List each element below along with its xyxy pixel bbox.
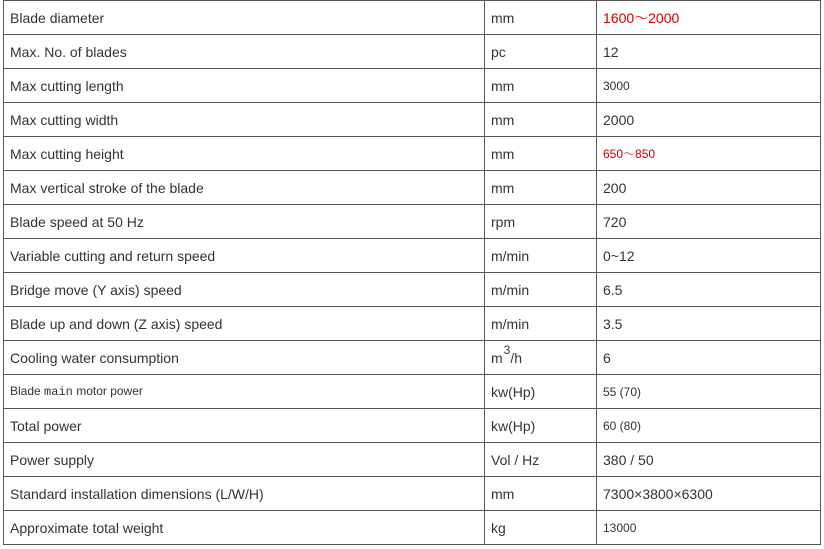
value-cell: 6 [597,341,821,375]
value-cell: 200 [597,171,821,205]
value-cell: 55 (70) [597,375,821,409]
value-cell: 0~12 [597,239,821,273]
parameter-cell [4,375,485,409]
table-row [4,273,821,307]
value-cell: 3000 [597,69,821,103]
parameter-cell: Max. No. of blades [4,35,485,69]
table-row [4,171,821,205]
unit-cell: Vol / Hz [485,443,597,477]
table-row [4,307,821,341]
value-cell: 13000 [597,511,821,545]
value-cell: 7300×3800×6300 [597,477,821,511]
unit-cell: mm [485,69,597,103]
parameter-cell: Blade diameter [4,1,485,35]
parameter-part: motor power [76,384,143,398]
unit-base: m [491,349,503,366]
parameter-cell: Power supply [4,443,485,477]
parameter-cell: Blade speed at 50 Hz [4,205,485,239]
value-cell: 3.5 [597,307,821,341]
value-cell: 6.5 [597,273,821,307]
table-row [4,103,821,137]
unit-superscript: 3 [503,342,511,357]
parameter-part: Blade [10,384,41,398]
value-cell: 720 [597,205,821,239]
unit-cell: m/min [485,307,597,341]
parameter-cell: Bridge move (Y axis) speed [4,273,485,307]
unit-cell: mm [485,477,597,511]
parameter-part: main [44,385,73,399]
table-row [4,239,821,273]
unit-cell: kw(Hp) [485,409,597,443]
table-row [4,137,821,171]
table-row [4,511,821,545]
unit-cell: kg [485,511,597,545]
value-cell: 12 [597,35,821,69]
unit-cell: kw(Hp) [485,375,597,409]
table-row [4,375,821,409]
unit-cell [485,341,597,375]
specifications-table [3,0,821,545]
value-cell: 650～850 [597,137,821,171]
value-cell: 1600～2000 [597,1,821,35]
unit-cell: pc [485,35,597,69]
table-row [4,341,821,375]
unit-cell: m/min [485,239,597,273]
unit-cell: mm [485,103,597,137]
unit-cell: mm [485,171,597,205]
unit-cell: mm [485,1,597,35]
table-row [4,35,821,69]
value-cell: 2000 [597,103,821,137]
value-cell: 380 / 50 [597,443,821,477]
parameter-cell: Approximate total weight [4,511,485,545]
table-row [4,477,821,511]
table-row [4,409,821,443]
table-row [4,69,821,103]
parameter-cell: Max cutting width [4,103,485,137]
parameter-cell: Total power [4,409,485,443]
table-row [4,205,821,239]
unit-cell: mm [485,137,597,171]
unit-cell: m/min [485,273,597,307]
parameter-cell: Cooling water consumption [4,341,485,375]
table-row [4,443,821,477]
parameter-cell: Standard installation dimensions (L/W/H) [4,477,485,511]
parameter-cell: Max cutting height [4,137,485,171]
unit-tail: /h [510,349,523,366]
table-row [4,1,821,35]
value-cell: 60 (80) [597,409,821,443]
parameter-cell: Max cutting length [4,69,485,103]
unit-cell: rpm [485,205,597,239]
parameter-cell: Variable cutting and return speed [4,239,485,273]
parameter-cell: Blade up and down (Z axis) speed [4,307,485,341]
parameter-cell: Max vertical stroke of the blade [4,171,485,205]
